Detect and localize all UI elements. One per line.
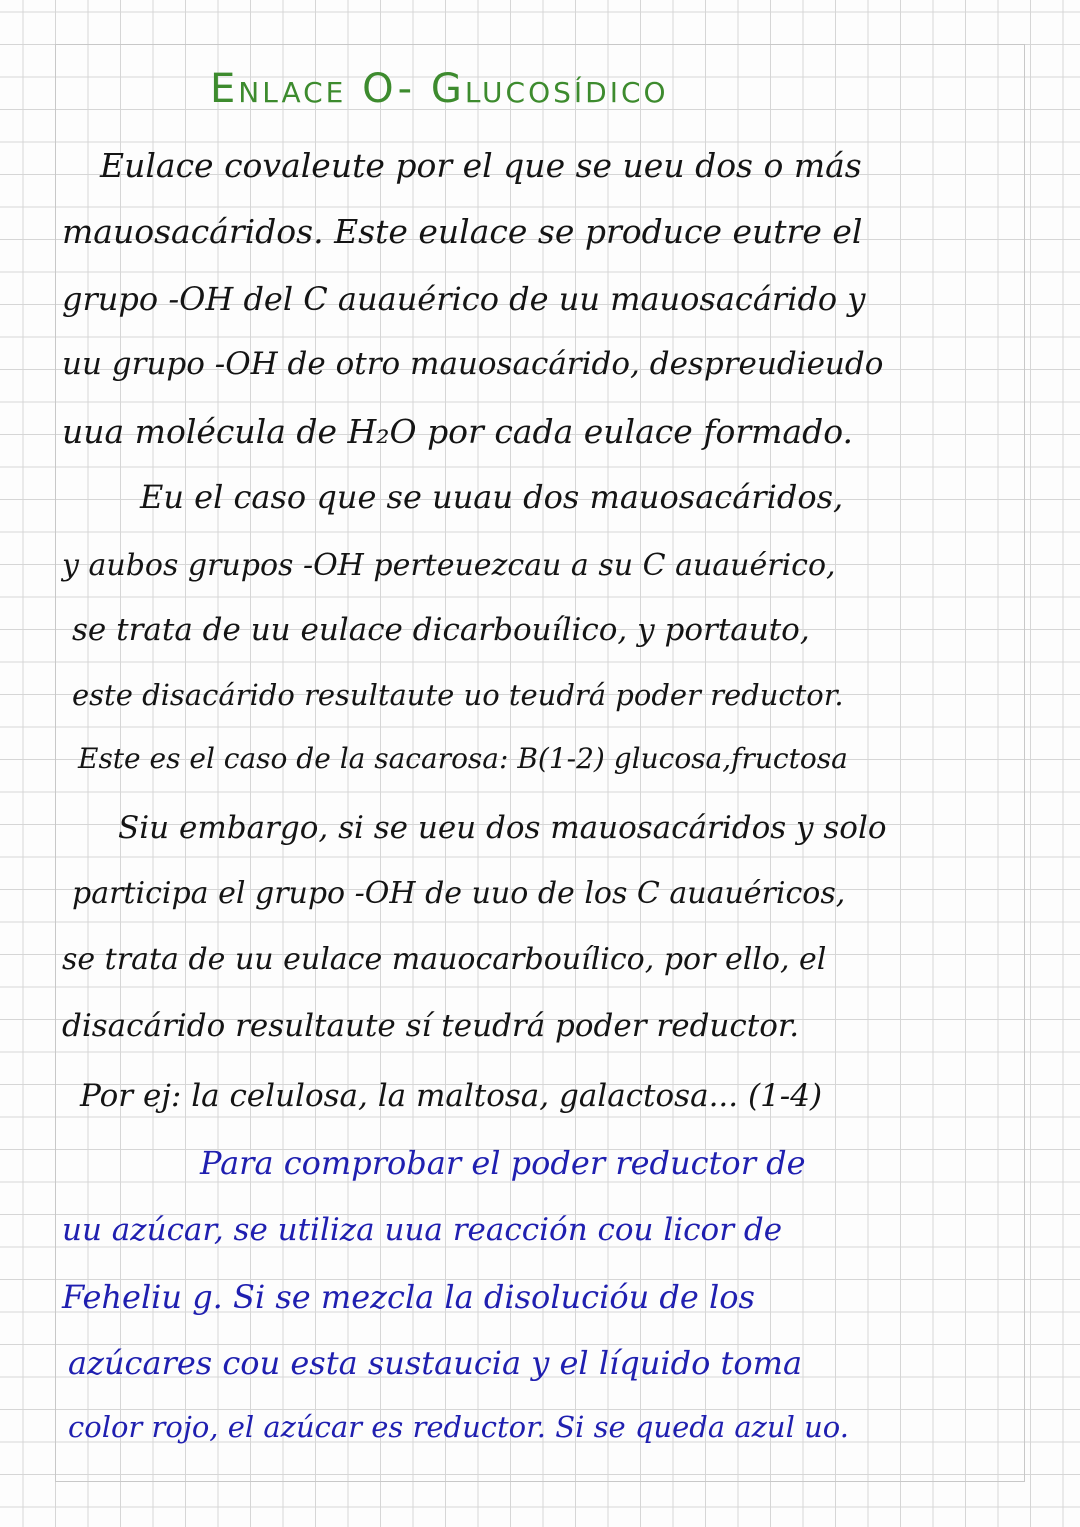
text-line: participa el grupo -OH de uuo de los C auauéricos,	[72, 876, 846, 911]
text-line: y aubos grupos -OH perteuezcau a su C auauérico,	[62, 548, 836, 583]
text-line: mauosacáridos. Este eulace se produce eutre el	[62, 212, 863, 251]
note-line: color rojo, el azúcar es reductor. Si se queda azul uo.	[68, 1410, 849, 1444]
note-line: Feheliu g. Si se mezcla la disolucióu de los	[62, 1278, 755, 1316]
note-line: azúcares cou esta sustaucia y el líquido toma	[68, 1344, 803, 1382]
text-line: este disacárido resultaute uo teudrá poder reductor.	[72, 678, 844, 712]
text-line: se trata de uu eulace mauocarbouílico, por ello, el	[62, 942, 827, 977]
text-line: grupo -OH del C auauérico de uu mauosacárido y	[62, 280, 866, 318]
note-line: Para comprobar el poder reductor de	[200, 1144, 806, 1182]
text-line: Por ej: la celulosa, la maltosa, galactosa... (1-4)	[80, 1078, 823, 1114]
text-line: Siu embargo, si se ueu dos mauosacáridos y solo	[118, 810, 887, 846]
note-line: uu azúcar, se utiliza uua reacción cou licor de	[62, 1212, 783, 1248]
text-line: Este es el caso de la sacarosa: B(1-2) glucosa,fructosa	[78, 742, 848, 775]
text-line: disacárido resultaute sí teudrá poder reductor.	[62, 1008, 800, 1044]
text-line: Eu el caso que se uuau dos mauosacáridos,	[140, 478, 844, 516]
text-line: Eulace covaleute por el que se ueu dos o más	[100, 146, 862, 185]
text-line: uu grupo -OH de otro mauosacárido, despreudieudo	[62, 346, 884, 382]
text-line: uua molécula de H₂O por cada eulace formado.	[62, 412, 854, 451]
page-title: Enlace O- Glucosídico	[210, 66, 669, 112]
text-line: se trata de uu eulace dicarbouílico, y portauto,	[72, 612, 810, 648]
